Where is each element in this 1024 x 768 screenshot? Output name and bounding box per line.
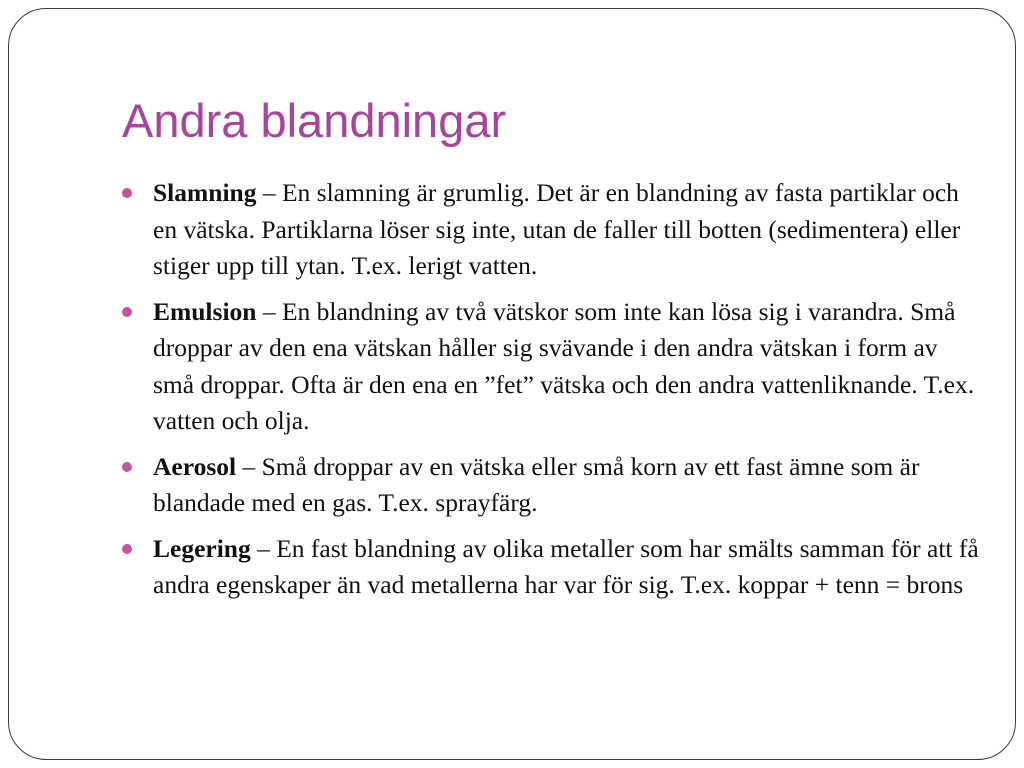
bullet-text: – Små droppar av en vätska eller små korn av ett fast ämne som är blandade med en gas. T.ex. sprayfärg. <box>153 451 920 517</box>
slide-frame <box>8 8 1016 760</box>
slide-title: Andra blandningar <box>122 94 507 147</box>
bullet-term: Emulsion <box>153 296 257 326</box>
bullet-item-emulsion <box>122 294 982 440</box>
bullet-item-legering <box>122 531 982 604</box>
bullet-dot-icon <box>122 544 132 554</box>
bullet-text: – En blandning av två vätskor som inte kan lösa sig i varandra. Små droppar av den ena vätskan håller sig svävande i den andra vätskan i form av små droppar. Ofta är den ena en ”fet” vätska och den andra vattenliknande. T.ex. vatten och olja. <box>153 296 975 435</box>
bullet-item-aerosol <box>122 449 982 522</box>
bullet-item-slamning <box>122 175 982 285</box>
bullet-term: Legering <box>153 533 251 563</box>
bullet-dot-icon <box>122 462 132 472</box>
bullet-list <box>122 175 982 613</box>
bullet-term: Aerosol <box>153 451 237 481</box>
bullet-dot-icon <box>122 307 132 317</box>
bullet-text: – En slamning är grumlig. Det är en blandning av fasta partiklar och en vätska. Partiklarna löser sig inte, utan de faller till botten (sedimentera) eller stiger upp till ytan. T.ex. lerigt vatten. <box>153 178 961 280</box>
bullet-text: – En fast blandning av olika metaller som har smälts samman för att få andra egenskaper än vad metallerna har var för sig. T.ex. koppar + tenn = brons <box>153 533 979 599</box>
bullet-dot-icon <box>122 188 132 198</box>
bullet-term: Slamning <box>153 178 257 207</box>
